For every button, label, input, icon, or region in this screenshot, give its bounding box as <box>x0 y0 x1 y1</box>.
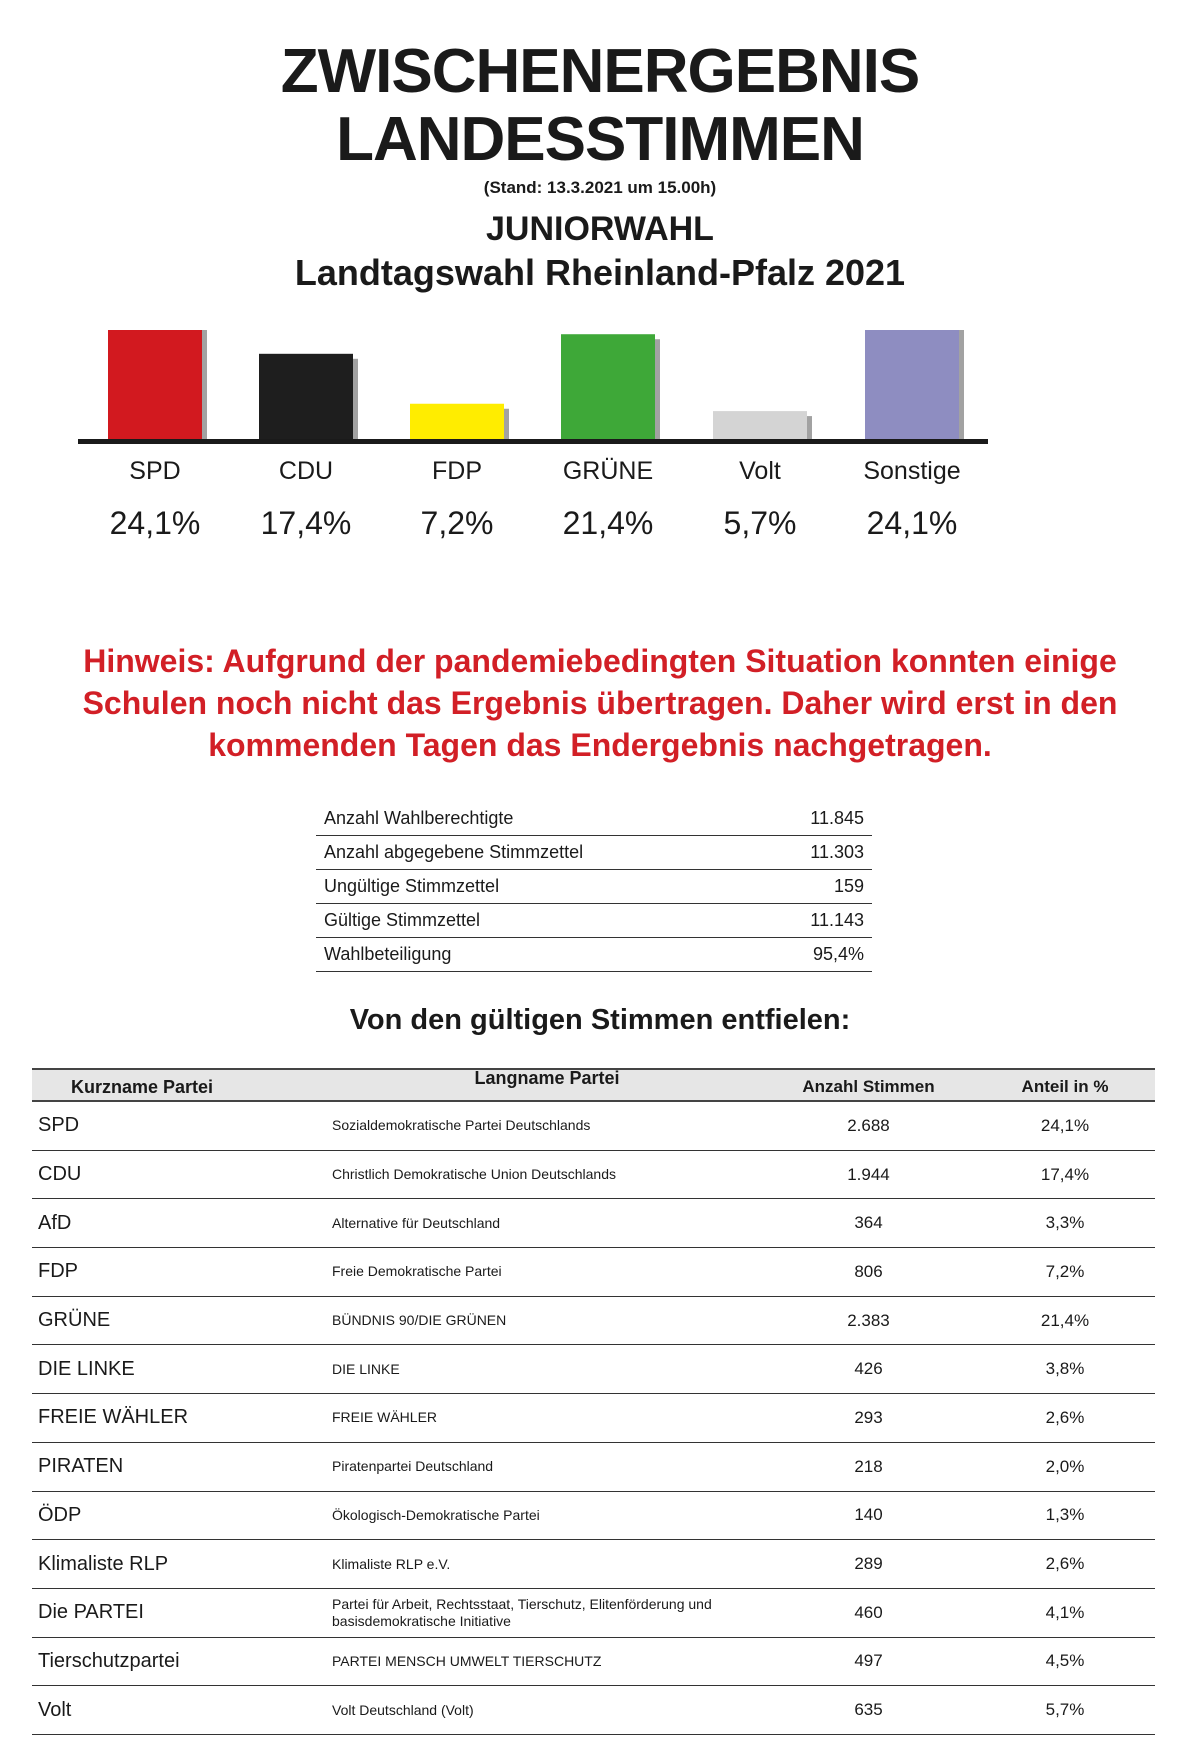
notice-text: Hinweis: Aufgrund der pandemiebedingten Situation konnten einige Schulen noch nicht das Ergebnis übertragen. Daher wird erst in den kommenden Tagen das Endergebnis nachgetragen. <box>82 643 1118 763</box>
results-header-row <box>32 1068 1155 1102</box>
results-table <box>32 1068 1155 1735</box>
party-short-name: CDU <box>38 1163 82 1186</box>
party-votes: 218 <box>854 1456 883 1476</box>
table-row <box>32 1248 1155 1297</box>
table-row <box>32 1199 1155 1248</box>
table-row <box>32 1102 1155 1151</box>
summary-table <box>316 802 872 972</box>
subtitle-juniorwahl: JUNIORWAHL <box>486 210 714 248</box>
category-label: GRÜNE <box>562 457 654 485</box>
summary-label: Gültige Stimmzettel <box>324 910 481 930</box>
party-votes: 1.944 <box>847 1164 890 1184</box>
table-row <box>32 1540 1155 1589</box>
party-share: 3,8% <box>1045 1359 1085 1379</box>
party-short-name: Tierschutzpartei <box>38 1649 180 1672</box>
bar-cdu <box>259 354 353 439</box>
party-share: 21,4% <box>1040 1310 1090 1330</box>
col-header-short: Kurzname Partei <box>70 1077 214 1097</box>
party-short-name: PIRATEN <box>38 1455 124 1478</box>
party-votes: 364 <box>854 1213 883 1233</box>
value-label: 24,1% <box>866 505 958 541</box>
party-votes: 2.688 <box>847 1115 890 1135</box>
party-votes: 460 <box>854 1602 883 1622</box>
value-label: 5,7% <box>723 505 797 541</box>
party-long-name: PARTEI MENSCH UMWELT TIERSCHUTZ <box>332 1652 602 1669</box>
title-line-1: ZWISCHENERGEBNIS <box>280 37 920 106</box>
subtitle-landtagswahl: Landtagswahl Rheinland-Pfalz 2021 <box>294 252 906 293</box>
party-votes: 293 <box>854 1407 883 1427</box>
party-votes: 497 <box>854 1651 883 1671</box>
stand-date: (Stand: 13.3.2021 um 15.00h) <box>483 178 717 197</box>
table-row <box>32 1297 1155 1346</box>
summary-value: 11.143 <box>810 910 864 930</box>
table-row <box>32 1589 1155 1638</box>
table-row <box>32 1394 1155 1443</box>
party-share: 2,6% <box>1045 1554 1085 1574</box>
bar-fdp <box>410 404 504 439</box>
party-votes: 140 <box>854 1505 883 1525</box>
summary-value: 11.845 <box>810 808 864 828</box>
party-votes: 289 <box>854 1554 883 1574</box>
party-short-name: ÖDP <box>38 1503 82 1526</box>
value-label: 24,1% <box>109 505 201 541</box>
party-votes: 2.383 <box>847 1310 890 1330</box>
party-long-name: Alternative für Deutschland <box>332 1214 501 1231</box>
results-title: Von den gültigen Stimmen entfielen: <box>349 1004 851 1036</box>
chart-baseline <box>78 439 988 444</box>
bar-chart <box>0 330 1200 620</box>
party-votes: 426 <box>854 1359 883 1379</box>
summary-label: Anzahl Wahlberechtigte <box>324 808 514 828</box>
results-body <box>32 1102 1155 1735</box>
bar-volt <box>713 411 807 439</box>
party-long-name: Volt Deutschland (Volt) <box>332 1701 474 1718</box>
category-label: Sonstige <box>863 457 961 485</box>
party-long-name: Christlich Demokratische Union Deutschlands <box>332 1166 617 1183</box>
party-short-name: AfD <box>38 1211 72 1234</box>
party-share: 17,4% <box>1040 1164 1090 1184</box>
table-row <box>32 1151 1155 1200</box>
party-long-name: Ökologisch-Demokratische Partei <box>332 1506 540 1523</box>
summary-label: Ungültige Stimmzettel <box>324 876 500 896</box>
category-label: FDP <box>432 457 482 485</box>
party-short-name: SPD <box>38 1114 80 1137</box>
party-share: 7,2% <box>1045 1261 1085 1281</box>
bar-grüne <box>561 334 655 439</box>
summary-label: Wahlbeteiligung <box>324 944 452 964</box>
category-label: CDU <box>278 457 334 485</box>
category-label: SPD <box>129 457 181 485</box>
party-long-name: Klimaliste RLP e.V. <box>332 1555 451 1572</box>
party-votes: 635 <box>854 1700 883 1720</box>
table-row <box>32 1686 1155 1735</box>
party-long-name: Piratenpartei Deutschland <box>332 1458 494 1475</box>
party-long-name: DIE LINKE <box>332 1360 400 1377</box>
summary-row <box>316 938 872 972</box>
category-label: Volt <box>739 457 781 485</box>
party-long-name: Freie Demokratische Partei <box>332 1263 502 1280</box>
summary-value: 95,4% <box>812 944 864 964</box>
summary-row <box>316 870 872 904</box>
summary-label: Anzahl abgegebene Stimmzettel <box>324 842 584 862</box>
table-row <box>32 1443 1155 1492</box>
party-short-name: Die PARTEI <box>38 1601 144 1624</box>
party-long-name: FREIE WÄHLER <box>332 1409 438 1426</box>
bar-sonstige <box>865 330 959 439</box>
summary-row <box>316 904 872 938</box>
party-share: 5,7% <box>1045 1700 1085 1720</box>
party-long-name: BÜNDNIS 90/DIE GRÜNEN <box>332 1312 507 1329</box>
party-share: 1,3% <box>1045 1505 1085 1525</box>
page-title <box>0 38 1200 174</box>
party-short-name: Volt <box>38 1698 72 1721</box>
party-long-name: Sozialdemokratische Partei Deutschlands <box>332 1117 591 1134</box>
party-short-name: GRÜNE <box>38 1309 111 1332</box>
summary-value: 159 <box>833 876 864 896</box>
party-share: 2,0% <box>1045 1456 1085 1476</box>
party-short-name: DIE LINKE <box>38 1357 135 1380</box>
title-line-2: LANDESSTIMMEN <box>336 105 864 174</box>
value-label: 21,4% <box>562 505 654 541</box>
col-header-share: Anteil in % <box>1021 1077 1109 1096</box>
party-share: 2,6% <box>1045 1407 1085 1427</box>
party-short-name: Klimaliste RLP <box>38 1552 169 1575</box>
value-label: 17,4% <box>260 505 352 541</box>
party-share: 24,1% <box>1040 1115 1090 1135</box>
party-short-name: FREIE WÄHLER <box>38 1406 189 1429</box>
value-label: 7,2% <box>420 505 494 541</box>
col-header-votes: Anzahl Stimmen <box>802 1077 935 1096</box>
col-header-long: Langname Partei <box>474 1068 620 1088</box>
party-share: 4,5% <box>1045 1651 1085 1671</box>
summary-row <box>316 802 872 836</box>
bar-chart-svg <box>0 330 1200 620</box>
table-row <box>32 1492 1155 1541</box>
party-long-name: Partei für Arbeit, Rechtsstaat, Tierschutz, Elitenförderung und basisdemokratische Initiative <box>332 1595 712 1629</box>
bar-spd <box>108 330 202 439</box>
party-short-name: FDP <box>38 1260 78 1283</box>
summary-row <box>316 836 872 870</box>
party-share: 3,3% <box>1045 1213 1085 1233</box>
table-row <box>32 1638 1155 1687</box>
party-votes: 806 <box>854 1261 883 1281</box>
table-row <box>32 1345 1155 1394</box>
party-share: 4,1% <box>1045 1602 1085 1622</box>
summary-value: 11.303 <box>810 842 864 862</box>
